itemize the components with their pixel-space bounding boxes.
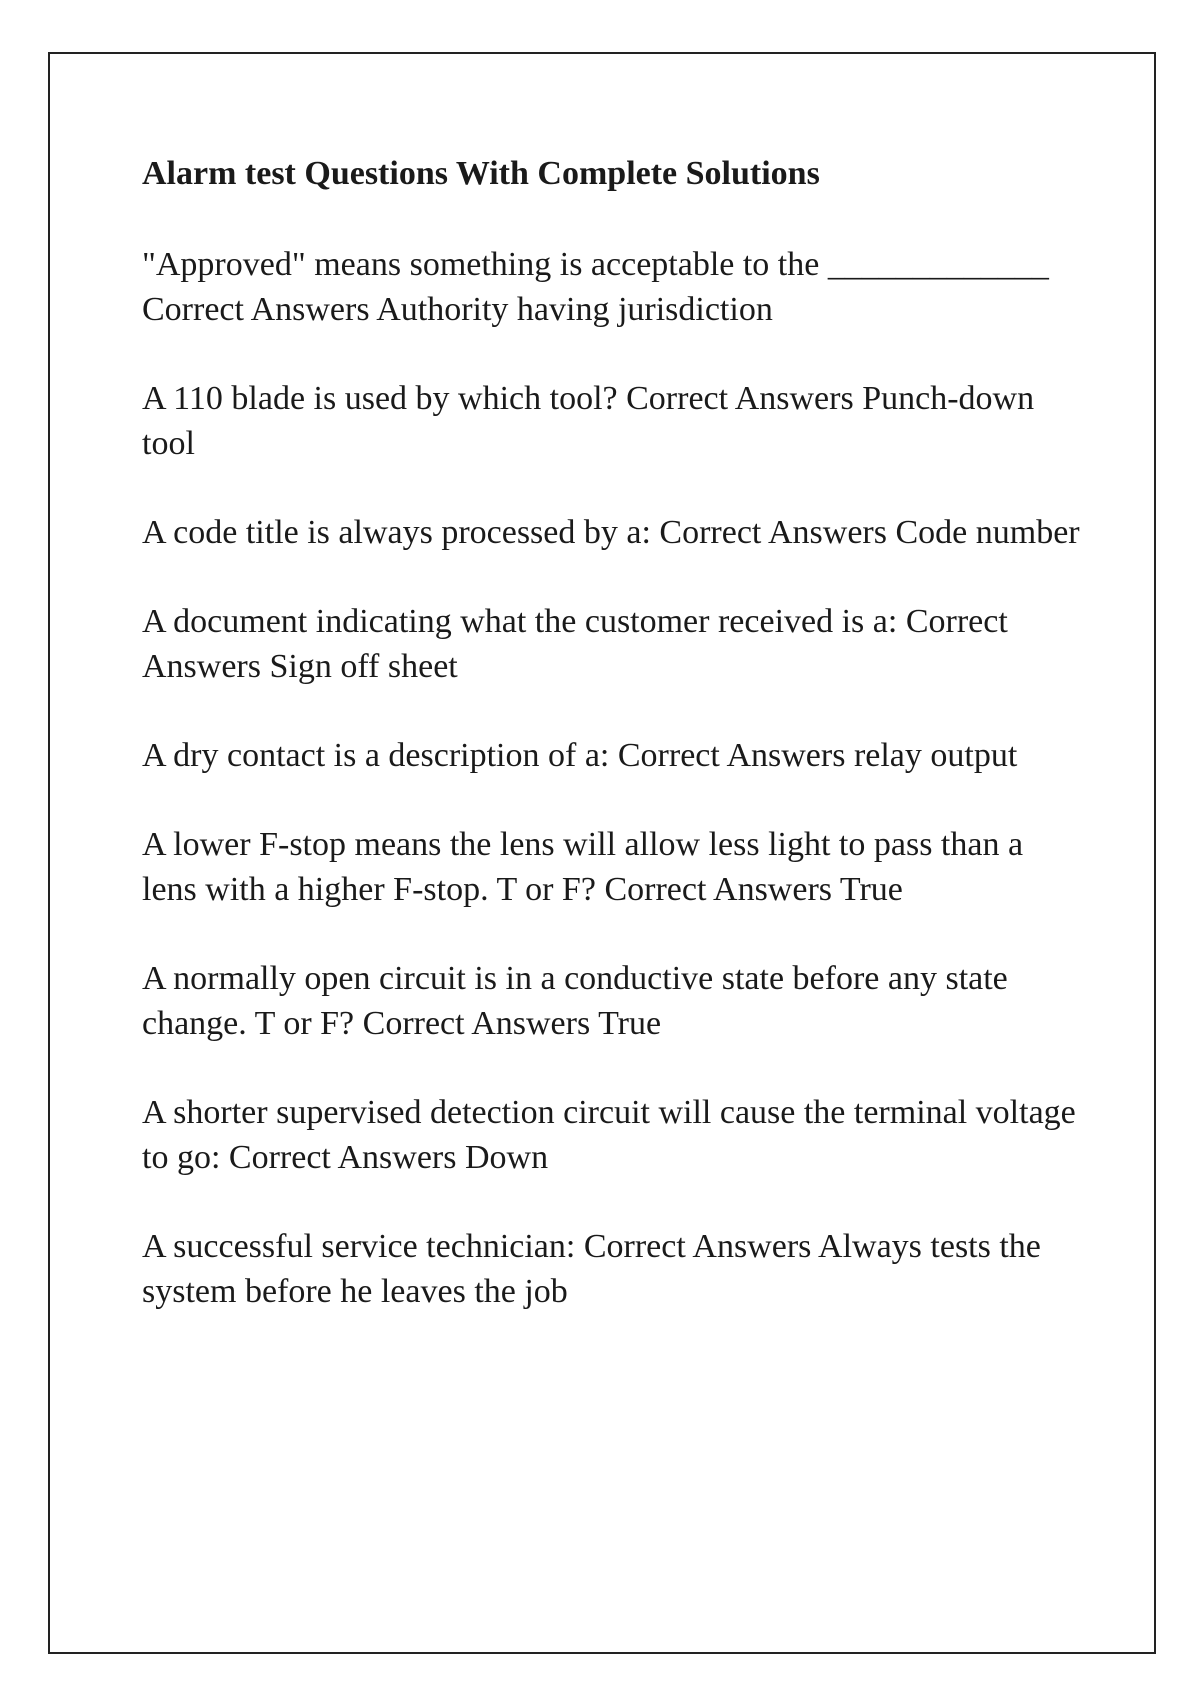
answer-text: relay output [853, 737, 1018, 774]
qa-item [142, 376, 1082, 466]
answer-label: Correct Answers [617, 737, 846, 774]
question-text: A shorter supervised detection circuit will cause the terminal voltage to go: [142, 1094, 1085, 1176]
qa-item [142, 733, 1082, 778]
question-text: A normally open circuit is in a conductive state before any state change. T or F? [142, 960, 1017, 1042]
question-text: A successful service technician: [142, 1228, 576, 1265]
question-text: A dry contact is a description of a: [142, 737, 610, 774]
answer-label: Correct Answers [659, 514, 887, 551]
question-text: "Approved" means something is acceptable to the _____________ [142, 246, 1049, 283]
answer-label: Correct Answers [626, 380, 854, 417]
answer-text: Sign off sheet [269, 648, 458, 685]
answer-text: Always tests the system before he leaves the job [142, 1228, 1050, 1310]
answer-label: Correct Answers [228, 1139, 457, 1176]
answer-label: Correct Answers [362, 1005, 591, 1042]
answer-text: Punch-down tool [142, 380, 1043, 462]
answer-text: Authority having jurisdiction [376, 291, 773, 328]
qa-item [142, 822, 1082, 912]
qa-item [142, 1224, 1082, 1314]
question-text: A 110 blade is used by which tool? [142, 380, 618, 417]
question-text: A code title is always processed by a: [142, 514, 651, 551]
document-title: Alarm test Questions With Complete Solutions [142, 155, 820, 192]
answer-text: True [839, 871, 903, 908]
answer-label: Correct Answers [583, 1228, 812, 1265]
answer-text: True [598, 1005, 662, 1042]
answer-label: Correct Answers [142, 291, 370, 328]
answer-label: Correct Answers [142, 603, 1015, 685]
answer-label: Correct Answers [604, 871, 832, 908]
document-body [142, 152, 1085, 1358]
qa-item [142, 242, 1082, 332]
answer-text: Code number [895, 514, 1080, 551]
qa-item [142, 956, 1082, 1046]
question-text: A lower F-stop means the lens will allow less light to pass than a lens with a higher F-stop. T or F? [142, 826, 1032, 908]
qa-item [142, 1090, 1085, 1180]
answer-text: Down [464, 1139, 549, 1176]
qa-item [142, 510, 1082, 555]
question-text: A document indicating what the customer received is a: [142, 603, 898, 640]
qa-item [142, 599, 1082, 689]
